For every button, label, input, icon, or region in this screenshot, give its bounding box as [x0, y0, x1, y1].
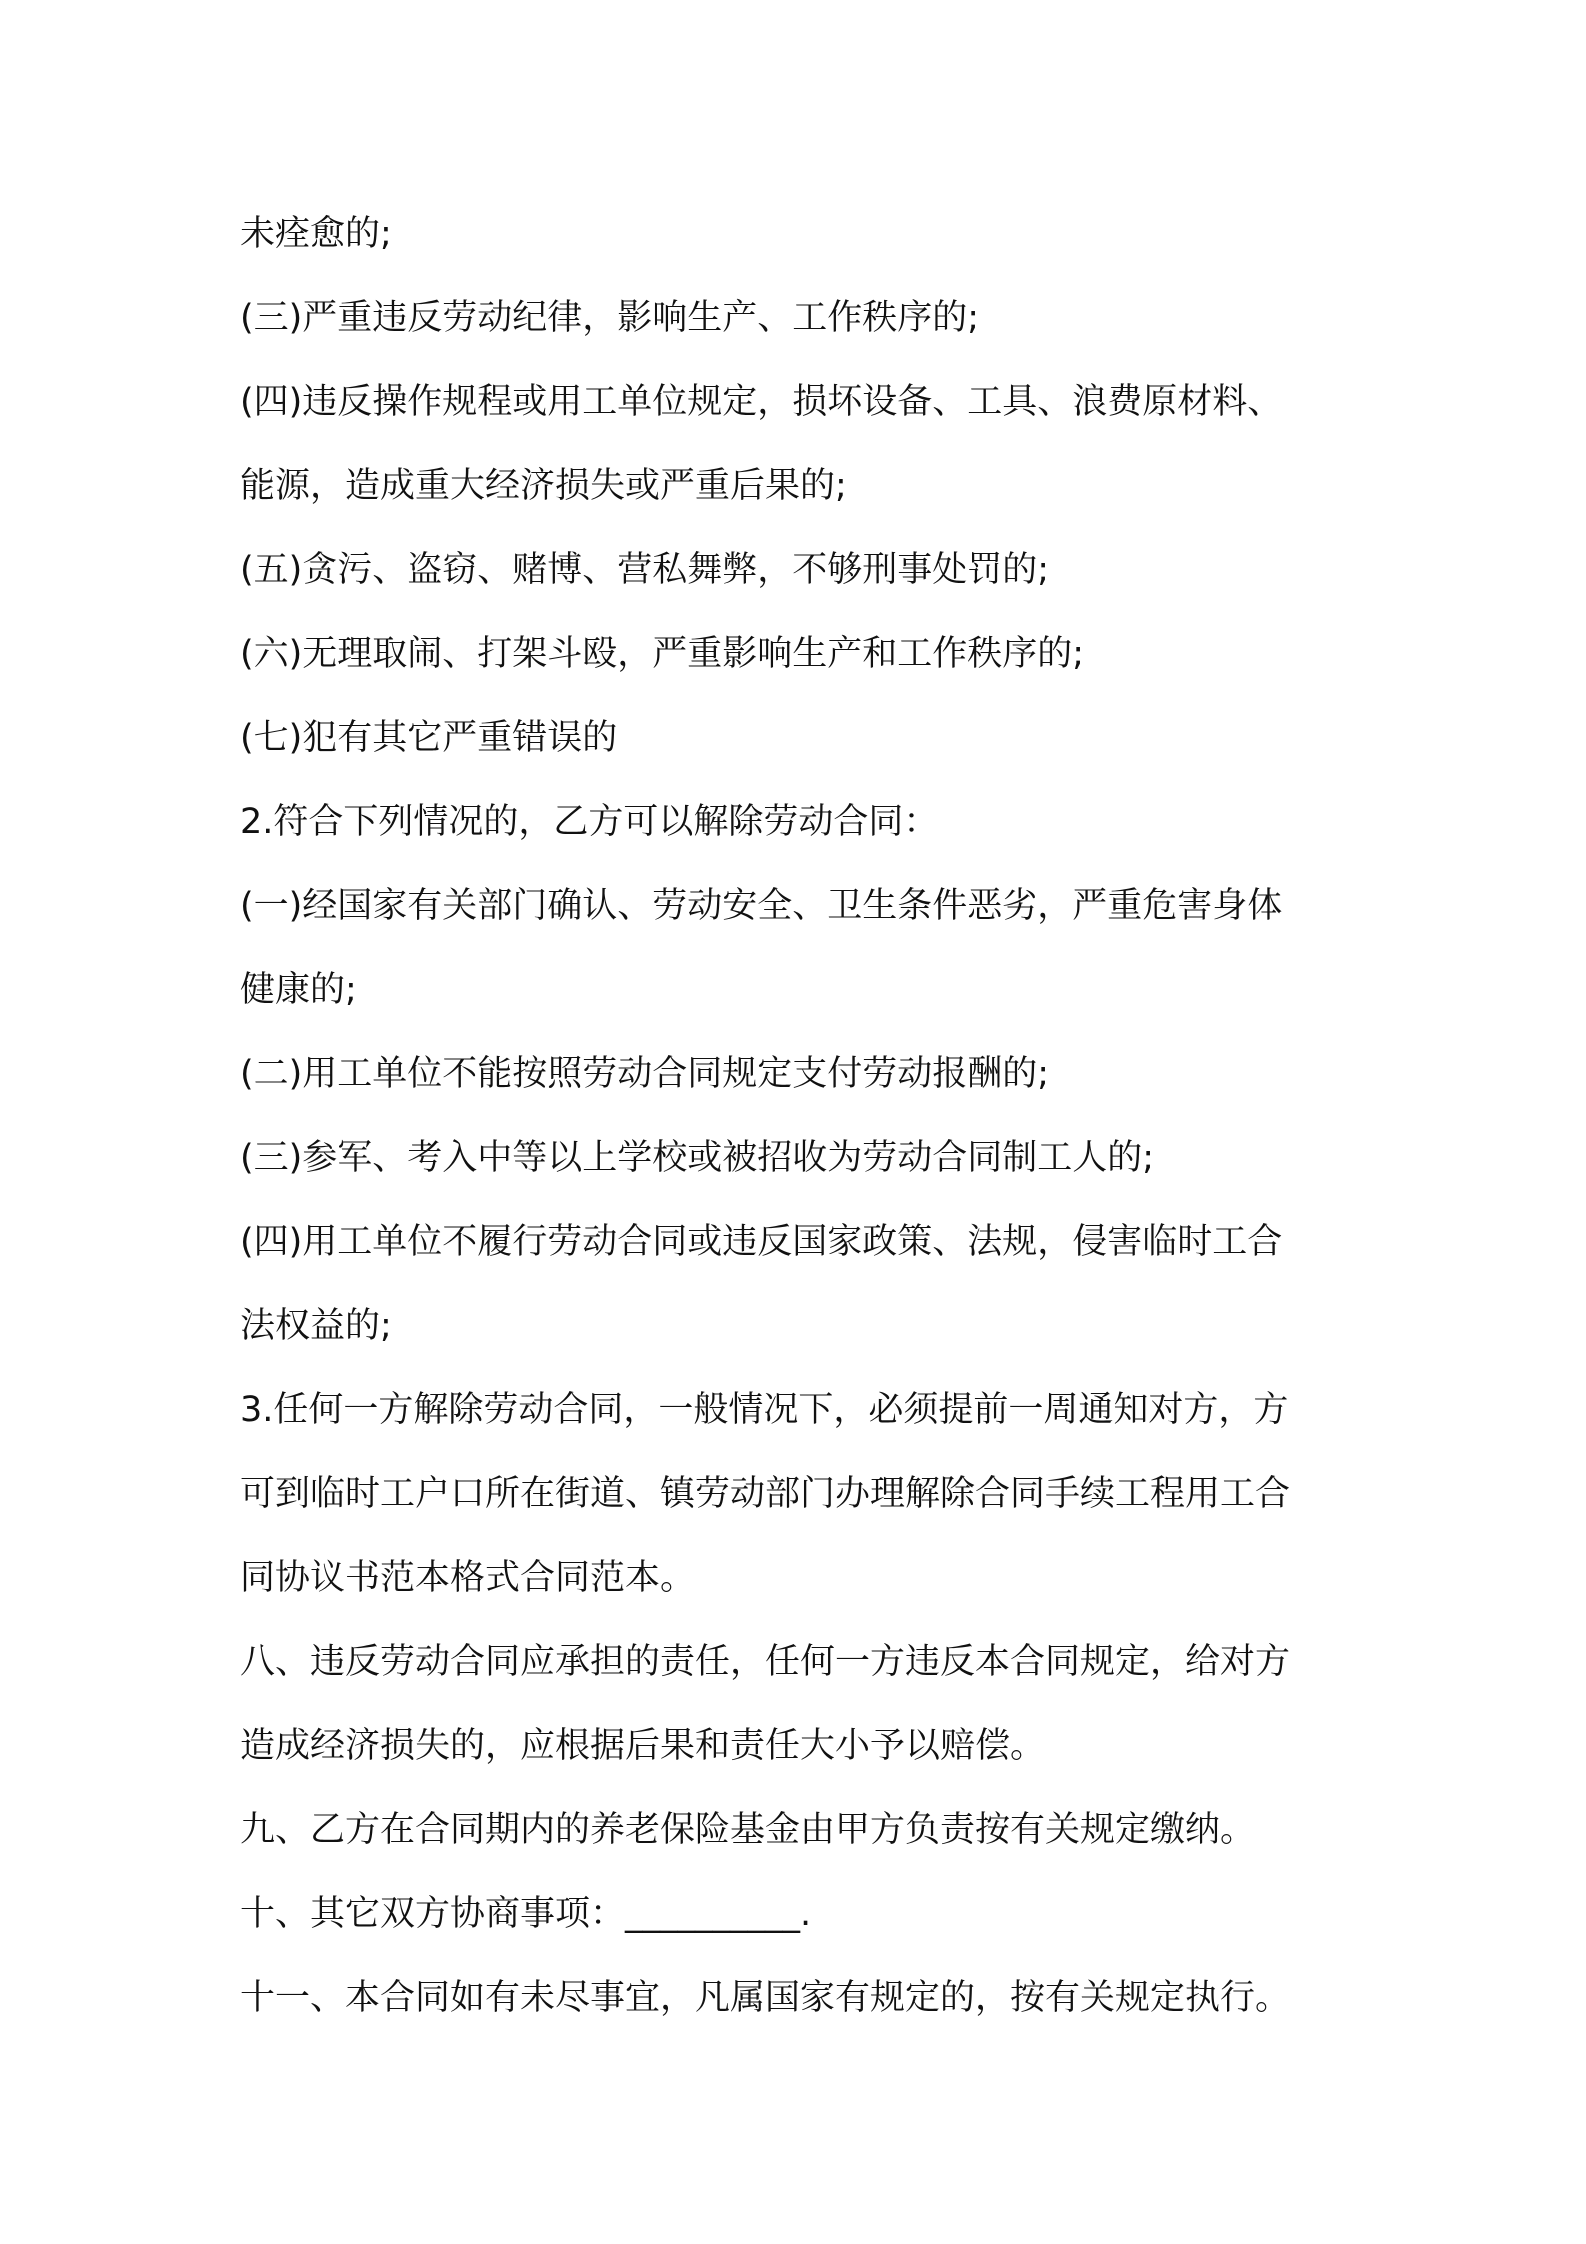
text-line: 八、违反劳动合同应承担的责任，任何一方违反本合同规定，给对方	[240, 1642, 1291, 1682]
text-line: 同协议书范本格式合同范本。	[240, 1558, 696, 1598]
text-line: 能源，造成重大经济损失或严重后果的;	[240, 466, 847, 506]
text-line: 健康的;	[240, 970, 357, 1010]
text-line: 3.任何一方解除劳动合同，一般情况下，必须提前一周通知对方，方	[240, 1390, 1289, 1430]
text-line: (一)经国家有关部门确认、劳动安全、卫生条件恶劣，严重危害身体	[240, 886, 1283, 926]
text-line: 造成经济损失的，应根据后果和责任大小予以赔偿。	[240, 1726, 1046, 1766]
text-line: 十、其它双方协商事项：__________.	[240, 1894, 812, 1934]
text-line: (五)贪污、盗窃、赌博、营私舞弊，不够刑事处罚的;	[240, 550, 1050, 590]
text-line: (七)犯有其它严重错误的	[240, 718, 618, 758]
text-line: 2.符合下列情况的，乙方可以解除劳动合同：	[240, 802, 939, 842]
text-line: (二)用工单位不能按照劳动合同规定支付劳动报酬的;	[240, 1054, 1050, 1094]
contract-text	[240, 192, 1360, 2040]
text-line: 法权益的;	[240, 1306, 392, 1346]
text-line: 未痊愈的;	[240, 214, 392, 254]
text-line: 十一、本合同如有未尽事宜，凡属国家有规定的，按有关规定执行。	[240, 1978, 1291, 2018]
text-line: 九、乙方在合同期内的养老保险基金由甲方负责按有关规定缴纳。	[240, 1810, 1256, 1850]
text-line: (六)无理取闹、打架斗殴，严重影响生产和工作秩序的;	[240, 634, 1085, 674]
text-line: 可到临时工户口所在街道、镇劳动部门办理解除合同手续工程用工合	[240, 1474, 1291, 1514]
text-line: (三)严重违反劳动纪律，影响生产、工作秩序的;	[240, 298, 980, 338]
text-line: (三)参军、考入中等以上学校或被招收为劳动合同制工人的;	[240, 1138, 1155, 1178]
text-line: (四)违反操作规程或用工单位规定，损坏设备、工具、浪费原材料、	[240, 382, 1283, 422]
text-line: (四)用工单位不履行劳动合同或违反国家政策、法规，侵害临时工合	[240, 1222, 1283, 1262]
